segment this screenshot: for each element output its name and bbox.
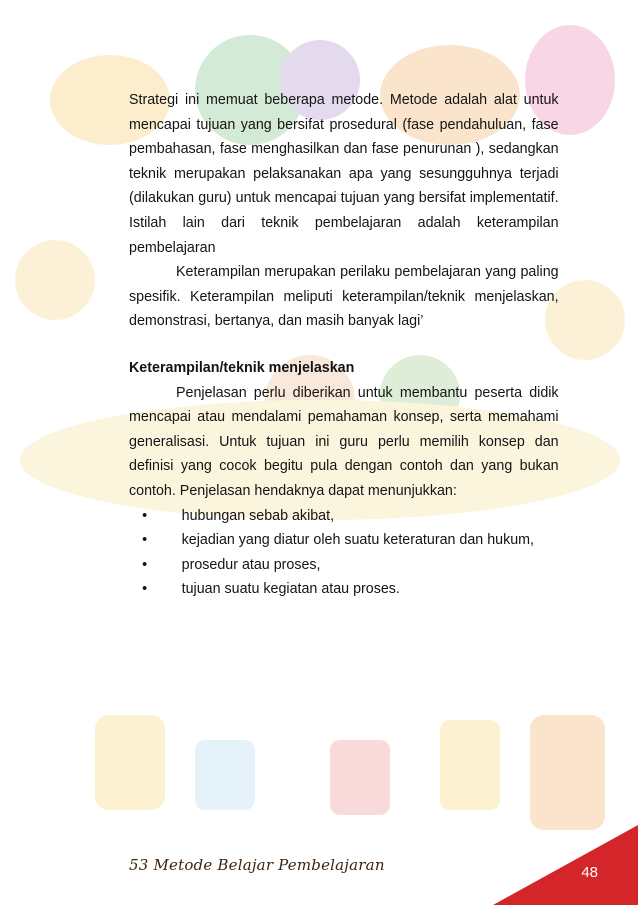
explanation-list: [129, 504, 559, 602]
list-item: • kejadian yang diatur oleh suatu keteraturan dan hukum,: [129, 528, 559, 553]
list-item: • prosedur atau proses,: [129, 553, 559, 578]
section-heading: Keterampilan/teknik menjelaskan: [129, 358, 355, 376]
robot-4: [440, 720, 500, 810]
paragraph-explanation: Penjelasan perlu diberikan untuk membantu peserta didik mencapai atau mendalami pemahaman konsep, serta memahami generalisasi. Untuk tujuan ini guru perlu memilih konsep dan definisi yang cocok begitu pula dengan contoh dan yang bukan contoh. Penjelasan hendaknya dapat menunjukkan:: [129, 383, 559, 499]
bullet-icon: •: [142, 555, 148, 573]
footer-book-title: 53 Metode Belajar Pembelajaran: [129, 856, 385, 874]
robot-5: [530, 715, 605, 830]
page-content: [129, 88, 559, 602]
robot-2: [195, 740, 255, 810]
list-item: • tujuan suatu kegiatan atau proses.: [129, 577, 559, 602]
robot-1: [95, 715, 165, 810]
bullet-icon: •: [142, 506, 148, 524]
bullet-icon: •: [142, 531, 148, 549]
paragraph-skills: Keterampilan merupakan perilaku pembelajaran yang paling spesifik. Keterampilan meliputi keterampilan/teknik menjelaskan, demonstrasi, bertanya, dan masih banyak lagi’: [129, 263, 559, 330]
kid-left: [15, 240, 95, 320]
bullet-icon: •: [142, 580, 148, 598]
page-number: 48: [581, 864, 598, 881]
paragraph-strategy: Strategi ini memuat beberapa metode. Metode adalah alat untuk mencapai tujuan yang bersifat prosedural (fase pendahuluan, fase pembahasan, fase menghasilkan dan fase penurunan ), sedangkan teknik merupakan pelaksanakan apa yang sesungguhnya terjadi (dilakukan guru) untuk mencapai tujuan yang bersifat implementatif. Istilah lain dari teknik pembelajaran adalah keterampilan pembelajaran: [129, 91, 559, 256]
robot-3: [330, 740, 390, 815]
corner-triangle: [493, 825, 638, 905]
list-item: • hubungan sebab akibat,: [129, 504, 559, 529]
